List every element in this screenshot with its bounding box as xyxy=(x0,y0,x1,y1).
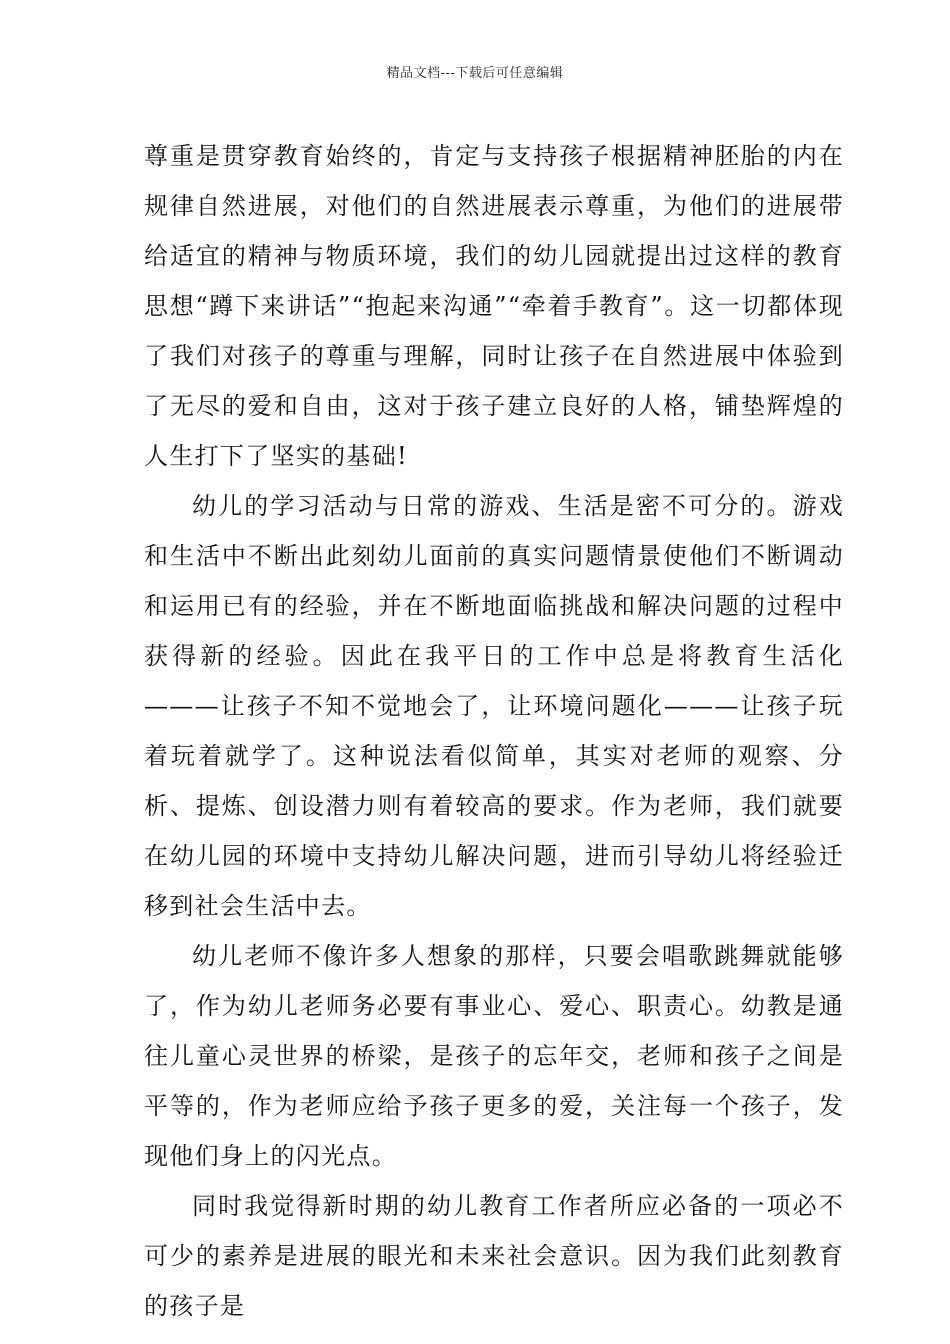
paragraph-4: 同时我觉得新时期的幼儿教育工作者所应必备的一项必不可少的素养是进展的眼光和未来社会意识。因为我们此刻教育的孩子是 xyxy=(144,1192,844,1320)
paragraph-3: 幼儿老师不像许多人想象的那样，只要会唱歌跳舞就能够了，作为幼儿老师务必要有事业心、爱心、职责心。幼教是通往儿童心灵世界的桥梁，是孩子的忘年交，老师和孩子之间是平等的，作为老师应给予孩子更多的爱，关注每一个孩子，发现他们身上的闪光点。 xyxy=(144,942,844,1170)
document-body xyxy=(144,131,844,1331)
page-header: 精品文档---下载后可任意编辑 xyxy=(386,66,564,81)
paragraph-2: 幼儿的学习活动与日常的游戏、生活是密不可分的。游戏和生活中不断出此刻幼儿面前的真实问题情景使他们不断调动和运用已有的经验，并在不断地面临挑战和解决问题的过程中获得新的经验。因此在我平日的工作中总是将教育生活化———让孩子不知不觉地会了，让环境问题化———让孩子玩着玩着就学了。这种说法看似简单，其实对老师的观察、分析、提炼、创设潜力则有着较高的要求。作为老师，我们就要在幼儿园的环境中支持幼儿解决问题，进而引导幼儿将经验迁移到社会生活中去。 xyxy=(144,492,844,920)
paragraph-1: 尊重是贯穿教育始终的，肯定与支持孩子根据精神胚胎的内在规律自然进展，对他们的自然进展表示尊重，为他们的进展带给适宜的精神与物质环境，我们的幼儿园就提出过这样的教育思想“蹲下来讲话”“抱起来沟通”“牵着手教育”。这一切都体现了我们对孩子的尊重与理解，同时让孩子在自然进展中体验到了无尽的爱和自由，这对于孩子建立良好的人格，铺垫辉煌的人生打下了坚实的基础! xyxy=(144,142,844,470)
